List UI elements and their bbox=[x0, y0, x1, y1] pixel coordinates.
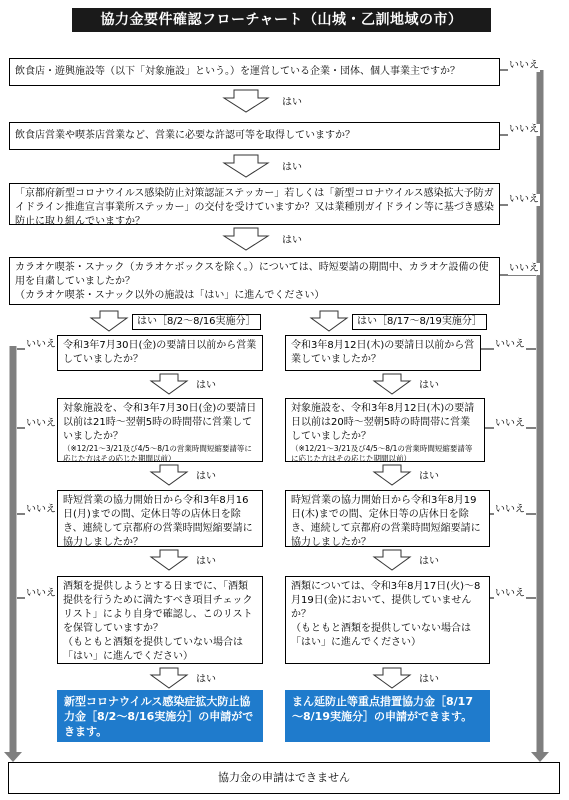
left-no-label-5: いいえ bbox=[26, 339, 56, 350]
left-no-label-7: いいえ bbox=[26, 504, 56, 515]
left-question-6-note: （※12/21～3/21及び4/5～8/1の営業時間短縮要請等に応じた方はその応じた期間以前） bbox=[63, 444, 252, 463]
right-yes-label-5: はい bbox=[419, 380, 439, 391]
left-trunk-arrowhead bbox=[4, 752, 22, 762]
left-question-5: 令和3年7月30日(金)の要請日以前から営業していましたか？ bbox=[57, 335, 263, 371]
right-question-8-text: 酒類については、令和3年8月17日(火)～8月19日(金)において、提供していませんか？ bbox=[291, 581, 481, 620]
left-yes-label-6: はい bbox=[196, 471, 216, 482]
no-label-4: いいえ bbox=[509, 263, 539, 274]
question-2: 飲食店営業や喫茶店営業など、営業に必要な許認可等を取得していますか？ bbox=[9, 122, 500, 150]
left-question-7: 時短営業の協力開始日から令和3年8月16日(月)までの間、定休日等の店休日を除き、連続して京都府の営業時間短縮要請に協力しましたか？ bbox=[57, 490, 263, 547]
arrow-q2-q3 bbox=[224, 155, 268, 177]
left-question-6 bbox=[57, 398, 263, 462]
question-4-text: カラオケ喫茶・スナック（カラオケボックスを除く。）については、時短要請の期間中、カラオケ設備の使用を自粛していましたか？ bbox=[15, 262, 489, 287]
left-question-8 bbox=[57, 576, 263, 664]
right-no-label-7: いいえ bbox=[495, 504, 525, 515]
question-4 bbox=[9, 257, 500, 305]
arrow-branch-right bbox=[311, 311, 347, 331]
question-1: 飲食店・遊興施設等（以下「対象施設」という。）を運営している企業・団体、個人事業主ですか？ bbox=[9, 58, 500, 86]
left-no-label-8: いいえ bbox=[26, 588, 56, 599]
right-question-8 bbox=[285, 576, 490, 664]
branch-label-right: はい［8/17～8/19実施分］ bbox=[352, 314, 487, 330]
left-no-label-6: いいえ bbox=[26, 418, 56, 429]
left-yes-label-7: はい bbox=[196, 556, 216, 567]
page-title: 協力金要件確認フローチャート（山城・乙訓地域の市） bbox=[72, 8, 491, 32]
right-question-6-text: 対象施設を、令和3年8月12日(木)の要請日以前は20時～翌朝5時の時間帯に営業していましたか？ bbox=[291, 403, 475, 442]
right-trunk-arrowhead bbox=[531, 752, 549, 762]
arrow-branch-left bbox=[91, 311, 127, 331]
right-question-5: 令和3年8月12日(木)の要請日以前から営業していましたか？ bbox=[285, 335, 481, 371]
right-no-label-5: いいえ bbox=[495, 339, 525, 350]
yes-label-1: はい bbox=[282, 97, 302, 108]
left-yes-label-5: はい bbox=[196, 380, 216, 391]
arrow-q3-q4 bbox=[224, 228, 268, 250]
right-yes-label-7: はい bbox=[419, 556, 439, 567]
right-question-7: 時短営業の協力開始日から令和3年8月19日(木)までの間、定休日等の店休日を除き、連続して京都府の営業時間短縮要請に協力しましたか？ bbox=[285, 490, 490, 547]
left-result: 新型コロナウイルス感染症拡大防止協力金［8/2～8/16実施分］の申請ができます。 bbox=[57, 690, 263, 742]
question-4-sub: （カラオケ喫茶・スナック以外の施設は「はい」に進んでください） bbox=[15, 290, 325, 301]
question-3: 「京都府新型コロナウイルス感染防止対策認証ステッカー」若しくは「新型コロナウイルス感染拡大予防ガイドライン推進宣言事業所ステッカー」の交付を受けていますか？又は業種別ガイドライン等に基づき感染防止に取り組んでいますか？ bbox=[9, 183, 500, 225]
right-question-6-note: （※12/21～3/21及び4/5～8/1の営業時間短縮要請等に応じた方はその応じた期間以前） bbox=[291, 444, 473, 463]
no-label-1: いいえ bbox=[509, 60, 539, 71]
arrow-q1-q2 bbox=[224, 90, 268, 112]
branch-label-left: はい［8/2～8/16実施分］ bbox=[132, 314, 261, 330]
right-result: まん延防止等重点措置協力金［8/17～8/19実施分］の申請ができます。 bbox=[285, 690, 490, 742]
right-no-label-6: いいえ bbox=[495, 418, 525, 429]
no-label-2: いいえ bbox=[509, 124, 539, 135]
left-question-8-sub: （もともと酒類を提供していない場合は「はい」に進んでください） bbox=[63, 637, 243, 662]
final-not-eligible: 協力金の申請はできません bbox=[8, 762, 560, 794]
right-yes-label-8: はい bbox=[419, 674, 439, 685]
right-no-label-8: いいえ bbox=[495, 588, 525, 599]
left-yes-label-8: はい bbox=[196, 674, 216, 685]
left-question-8-text: 酒類を提供しようとする日までに、「酒類提供を行うために満たすべき項目チェックリスト」により自身で確認し、このリストを保管していますか？ bbox=[63, 581, 253, 634]
yes-label-2: はい bbox=[282, 162, 302, 173]
left-question-6-text: 対象施設を、令和3年7月30日(金)の要請日以前は21時～翌朝5時の時間帯に営業していましたか？ bbox=[63, 403, 257, 442]
right-question-6 bbox=[285, 398, 485, 462]
right-question-8-sub: （もともと酒類を提供していない場合は「はい」に進んでください） bbox=[291, 623, 471, 648]
right-yes-label-6: はい bbox=[419, 471, 439, 482]
yes-label-3: はい bbox=[282, 235, 302, 246]
no-label-3: いいえ bbox=[509, 194, 539, 205]
